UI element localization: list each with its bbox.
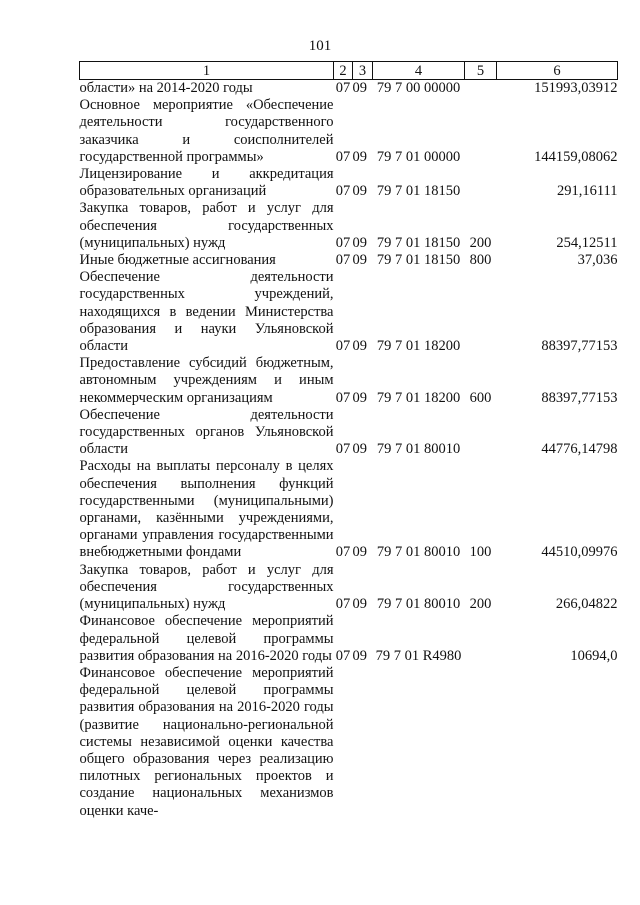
budget-table	[79, 61, 618, 820]
row-amount: 44776,14798	[541, 441, 618, 458]
row-section: 07	[335, 252, 351, 269]
row-amount: 266,04822	[555, 596, 618, 613]
row-target-code: 79 7 01 R4980	[375, 647, 462, 664]
row-subsection: 09	[352, 596, 367, 613]
table-row	[80, 355, 618, 407]
row-subsection: 09	[352, 338, 367, 355]
row-expense-type	[465, 166, 497, 200]
row-expense-type	[465, 80, 497, 98]
row-amount: 151993,03912	[534, 80, 618, 96]
column-header-1: 1	[80, 62, 334, 80]
row-expense-type: 200	[469, 234, 492, 251]
row-target-code: 79 7 01 18200	[376, 389, 461, 406]
column-header-3: 3	[353, 62, 373, 80]
page-number: 101	[308, 38, 332, 54]
row-name: Финансовое обеспечение мероприятий федеральной целевой программы развития образования на 2016-2020 годы	[79, 613, 334, 664]
row-subsection: 09	[352, 389, 367, 406]
column-header-5: 5	[465, 62, 497, 80]
row-name: Закупка товаров, работ и услуг для обеспечения государственных (муниципальных) нужд	[79, 561, 334, 613]
row-expense-type	[465, 407, 497, 459]
row-name: Обеспечение деятельности государственных учреждений, находящихся в ведении Министерства образования и науки Ульяновской области	[79, 269, 334, 355]
row-name: Лицензирование и аккредитация образовательных организаций	[79, 166, 334, 200]
row-amount: 291,16111	[556, 183, 618, 200]
row-name: области» на 2014-2020 годы	[79, 80, 253, 96]
row-section: 07	[335, 148, 351, 165]
column-header-6: 6	[497, 62, 618, 80]
row-name: Иные бюджетные ассигнования	[79, 252, 276, 269]
row-amount: 44510,09976	[541, 544, 618, 561]
table-row	[80, 80, 618, 98]
table-row	[80, 407, 618, 459]
row-expense-type	[465, 613, 497, 665]
table-row	[80, 562, 618, 614]
table-row	[80, 200, 618, 252]
row-name: Основное мероприятие «Обеспечение деятельности государственного заказчика и соисполнителей государственной программы»	[79, 97, 334, 165]
row-section	[334, 665, 353, 820]
table-row	[80, 613, 618, 665]
row-name: Обеспечение деятельности государственных органов Ульяновской области	[79, 406, 334, 458]
row-target-code: 79 7 01 18150	[376, 252, 461, 269]
row-section: 07	[335, 389, 351, 406]
row-amount: 88397,77153	[541, 338, 618, 355]
row-expense-type: 800	[469, 252, 492, 269]
row-subsection: 09	[352, 647, 367, 664]
table-row	[80, 665, 618, 820]
row-subsection: 09	[352, 80, 367, 96]
row-expense-type	[465, 665, 497, 820]
row-target-code: 79 7 01 00000	[376, 148, 461, 165]
row-target-code	[373, 665, 465, 820]
row-section: 07	[335, 647, 351, 664]
table-row	[80, 458, 618, 561]
table-row	[80, 97, 618, 166]
row-expense-type: 200	[469, 596, 492, 613]
row-target-code: 79 7 01 80010	[376, 441, 461, 458]
row-amount: 144159,08062	[534, 148, 618, 165]
row-target-code: 79 7 01 80010	[376, 596, 461, 613]
row-subsection: 09	[352, 544, 367, 561]
table-row	[80, 269, 618, 355]
row-section: 07	[335, 234, 351, 251]
row-section: 07	[335, 183, 351, 200]
row-target-code: 79 7 01 18150	[376, 234, 461, 251]
row-name: Расходы на выплаты персоналу в целях обеспечения выполнения функций государственными (муниципальными) органами, казёнными учреждениями, органами управления государственными внебюджетными фондами	[79, 458, 334, 561]
row-name: Финансовое обеспечение мероприятий федеральной целевой программы развития образования на 2016-2020 годы (развитие национально-региональной системы независимой оценки качества общего образования через реализацию пилотных региональных проектов и создание национальных механизмов оценки каче-	[79, 664, 334, 819]
row-expense-type: 100	[469, 544, 492, 561]
row-section: 07	[335, 544, 351, 561]
row-expense-type	[465, 269, 497, 355]
row-section: 07	[335, 441, 351, 458]
row-section: 07	[335, 338, 351, 355]
row-name: Предоставление субсидий бюджетным, автономным учреждениям и иным некоммерческим организациям	[79, 355, 334, 406]
row-target-code: 79 7 01 18200	[376, 338, 461, 355]
table-row	[80, 252, 618, 269]
table-row	[80, 166, 618, 200]
row-target-code: 79 7 01 80010	[376, 544, 461, 561]
row-amount: 254,12511	[556, 234, 618, 251]
row-section: 07	[335, 80, 351, 96]
column-header-4: 4	[373, 62, 465, 80]
row-amount: 88397,77153	[541, 389, 618, 406]
row-subsection: 09	[352, 252, 367, 269]
row-name: Закупка товаров, работ и услуг для обеспечения государственных (муниципальных) нужд	[79, 200, 334, 251]
row-expense-type	[465, 97, 497, 166]
row-target-code: 79 7 01 18150	[376, 183, 461, 200]
row-amount	[497, 665, 618, 820]
row-expense-type: 600	[469, 389, 492, 406]
column-header-2: 2	[334, 62, 353, 80]
row-subsection: 09	[352, 441, 367, 458]
row-subsection: 09	[352, 148, 367, 165]
row-amount: 10694,0	[570, 647, 618, 664]
row-subsection	[353, 665, 373, 820]
row-amount: 37,036	[577, 252, 618, 269]
row-section: 07	[335, 596, 351, 613]
row-subsection: 09	[352, 234, 367, 251]
row-subsection: 09	[352, 183, 367, 200]
table-header-row	[80, 62, 618, 80]
row-target-code: 79 7 00 00000	[376, 80, 461, 96]
